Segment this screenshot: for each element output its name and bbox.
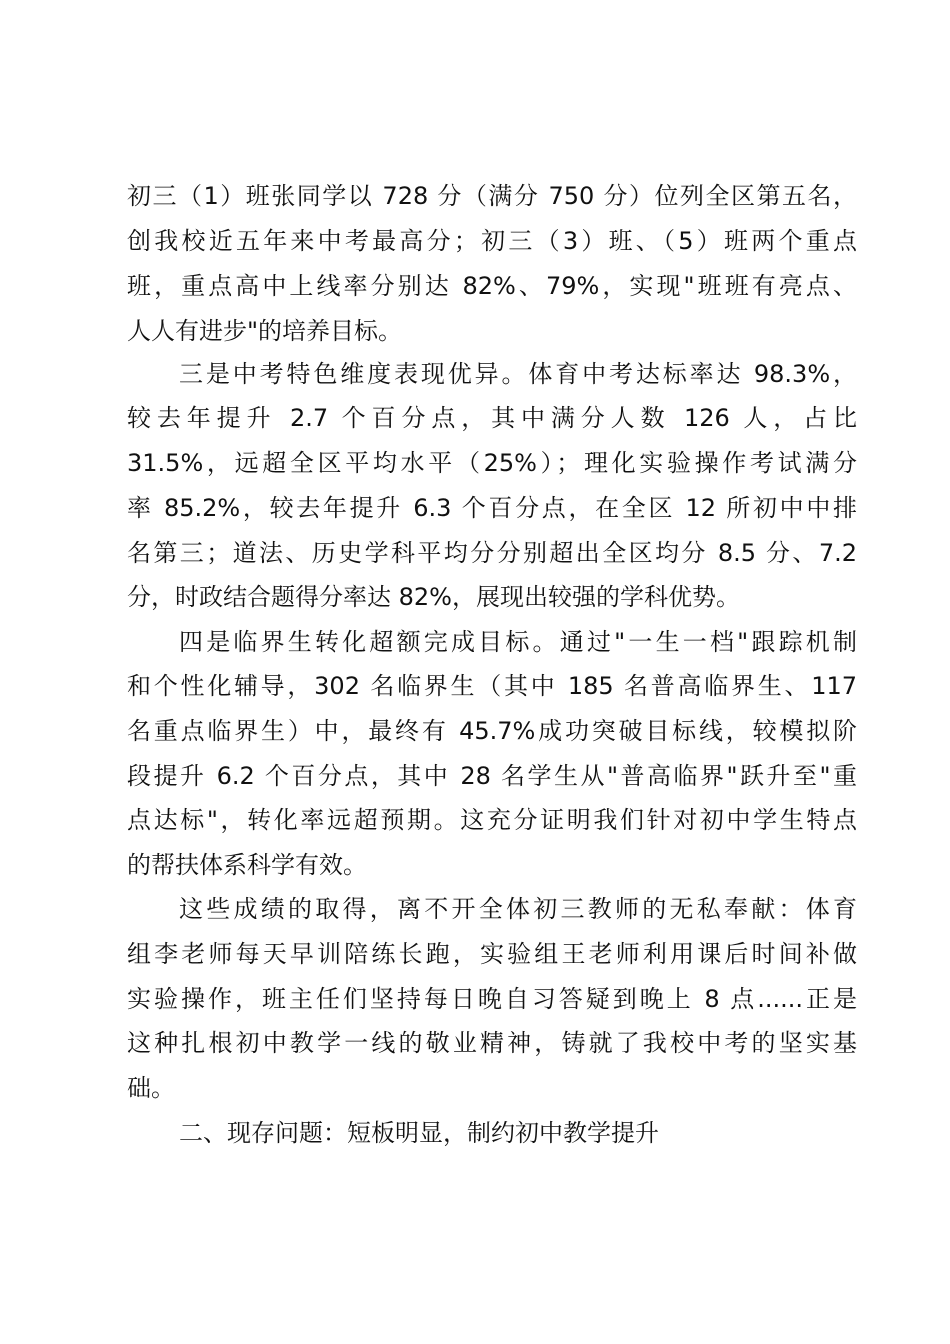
paragraph-line: 分，时政结合题得分率达 82%，展现出较强的学科优势。 bbox=[127, 583, 740, 611]
paragraph-line: 这种扎根初中教学一线的敬业精神，铸就了我校中考的坚实基 bbox=[127, 1029, 857, 1057]
paragraph-line: 三是中考特色维度表现优异。体育中考达标率达 98.3%， bbox=[179, 360, 857, 388]
paragraph-line: 实验操作，班主任们坚持每日晚自习答疑到晚上 8 点......正是 bbox=[127, 985, 857, 1013]
paragraph-line: 较去年提升 2.7 个百分点，其中满分人数 126 人，占比 bbox=[127, 404, 857, 432]
paragraph-line: 初三（1）班张同学以 728 分（满分 750 分）位列全区第五名， bbox=[127, 182, 857, 210]
paragraph-line: 名第三；道法、历史学科平均分分别超出全区均分 8.5 分、7.2 bbox=[127, 539, 857, 567]
paragraph-line: 率 85.2%，较去年提升 6.3 个百分点，在全区 12 所初中中排 bbox=[127, 494, 857, 522]
paragraph-line: 这些成绩的取得，离不开全体初三教师的无私奉献：体育 bbox=[179, 895, 857, 923]
paragraph-line: 四是临界生转化超额完成目标。通过"一生一档"跟踪机制 bbox=[179, 628, 857, 656]
paragraph-line: 点达标"，转化率远超预期。这充分证明我们针对初中学生特点 bbox=[127, 806, 857, 834]
paragraph-line: 31.5%，远超全区平均水平（25%）；理化实验操作考试满分 bbox=[127, 449, 857, 477]
paragraph-line: 的帮扶体系科学有效。 bbox=[127, 851, 367, 879]
paragraph-line: 人人有进步"的培养目标。 bbox=[127, 317, 403, 345]
paragraph-line: 班，重点高中上线率分别达 82%、79%，实现"班班有亮点、 bbox=[127, 272, 857, 300]
paragraph-line: 创我校近五年来中考最高分；初三（3）班、（5）班两个重点 bbox=[127, 227, 857, 255]
paragraph-line: 组李老师每天早训陪练长跑，实验组王老师利用课后时间补做 bbox=[127, 940, 857, 968]
paragraph-line: 段提升 6.2 个百分点，其中 28 名学生从"普高临界"跃升至"重 bbox=[127, 762, 857, 790]
section-heading: 二、现存问题：短板明显，制约初中教学提升 bbox=[179, 1119, 659, 1147]
paragraph-line: 和个性化辅导，302 名临界生（其中 185 名普高临界生、117 bbox=[127, 672, 857, 700]
paragraph-line: 名重点临界生）中，最终有 45.7%成功突破目标线，较模拟阶 bbox=[127, 717, 857, 745]
paragraph-line: 础。 bbox=[127, 1074, 175, 1102]
